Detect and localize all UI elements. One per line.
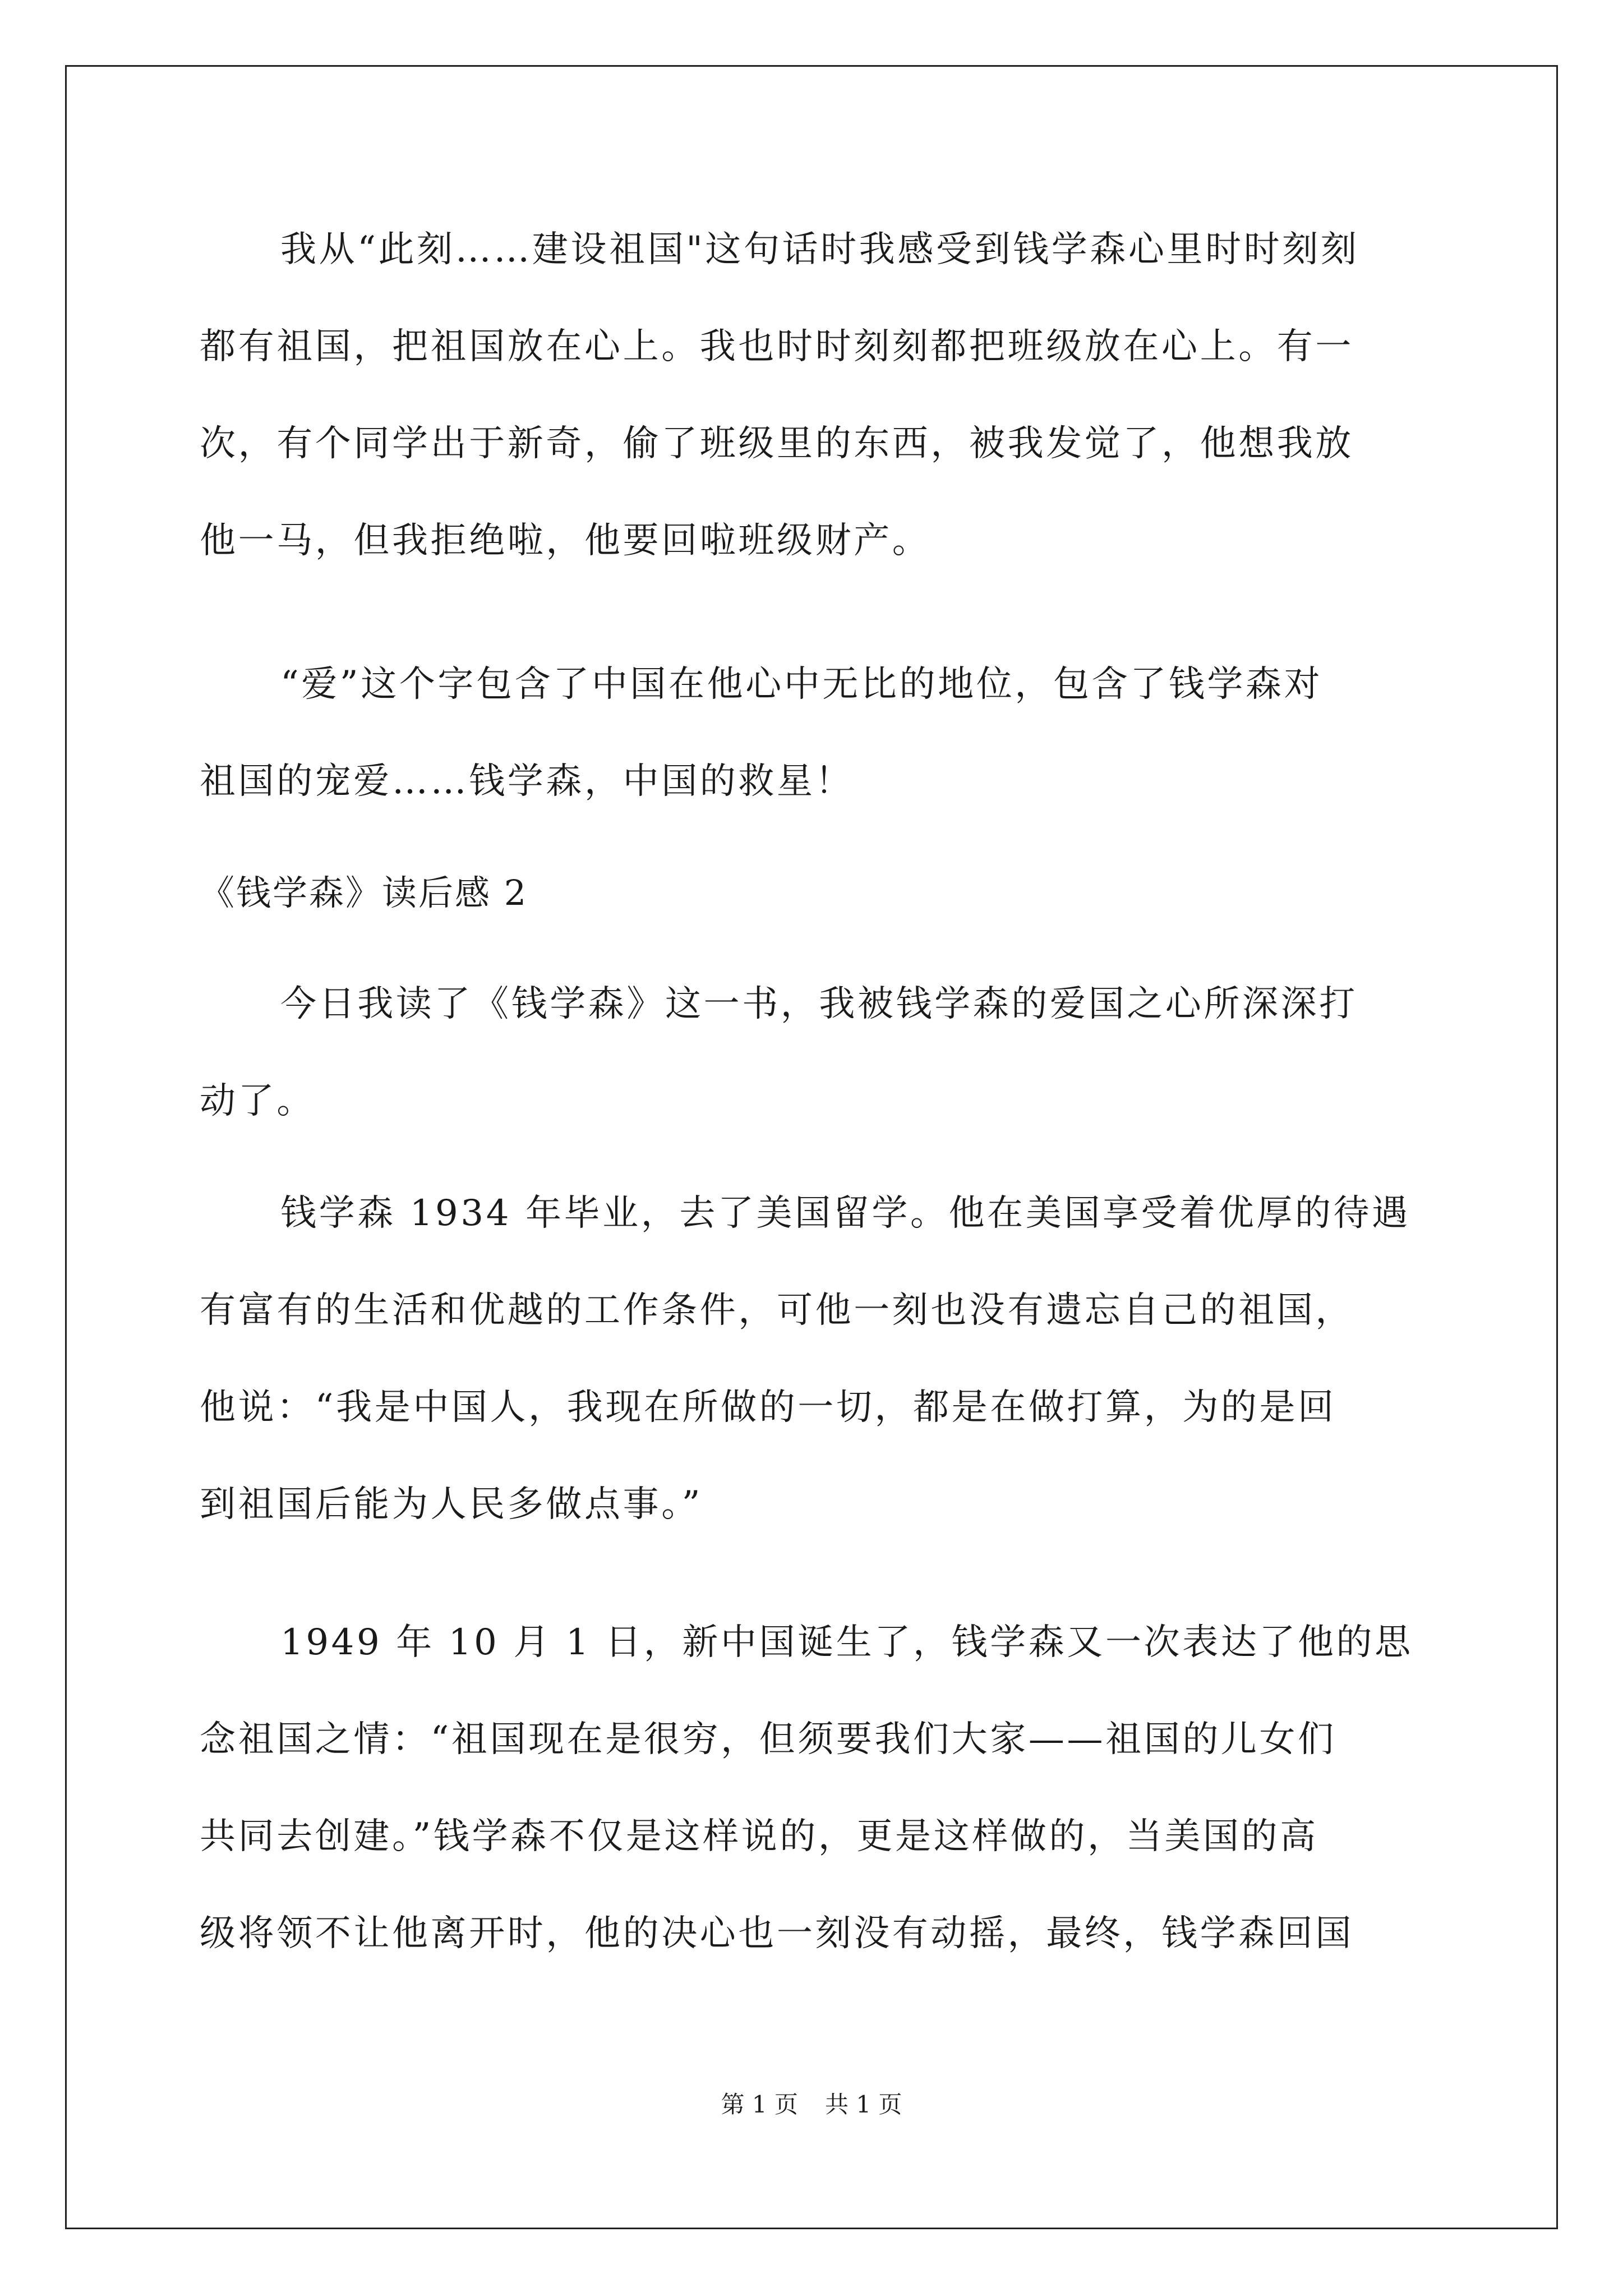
paragraph-line: 到祖国后能为人民多做点事。” [200, 1484, 703, 1525]
paragraph-line: 动了。 [200, 1080, 315, 1122]
paragraph-line: 都有祖国，把祖国放在心上。我也时时刻刻都把班级放在心上。有一 [200, 326, 1354, 367]
section-heading: 《钱学森》读后感 2 [200, 872, 528, 913]
paragraph-line: 他一马，但我拒绝啦，他要回啦班级财产。 [200, 520, 931, 562]
paragraph-line: 1949 年 10 月 1 日，新中国诞生了，钱学森又一次表达了他的思 [280, 1622, 1413, 1663]
page-footer [0, 2088, 1623, 2122]
page-total: 共 1 页 [825, 2091, 902, 2118]
paragraph-line: “爱”这个字包含了中国在他心中无比的地位，包含了钱学森对 [280, 664, 1323, 705]
paragraph-line: 级将领不让他离开时，他的决心也一刻没有动摇，最终，钱学森回国 [200, 1913, 1354, 1954]
paragraph-line: 我从“此刻……建设祖国"这句话时我感受到钱学森心里时时刻刻 [280, 229, 1359, 270]
paragraph-line: 钱学森 1934 年毕业，去了美国留学。他在美国享受着优厚的待遇 [280, 1193, 1410, 1234]
page-number: 第 1 页 [721, 2091, 798, 2118]
paragraph-line: 祖国的宠爱……钱学森，中国的救星！ [200, 761, 854, 802]
paragraph-line: 今日我读了《钱学森》这一书，我被钱学森的爱国之心所深深打 [280, 983, 1358, 1025]
paragraph-line: 有富有的生活和优越的工作条件，可他一刻也没有遗忘自己的祖国， [200, 1290, 1354, 1331]
paragraph-line: 共同去创建。”钱学森不仅是这样说的，更是这样做的，当美国的高 [200, 1816, 1318, 1857]
paragraph-line: 次，有个同学出于新奇，偷了班级里的东西，被我发觉了，他想我放 [200, 423, 1354, 464]
paragraph-line: 他说：“我是中国人，我现在所做的一切，都是在做打算，为的是回 [200, 1387, 1336, 1428]
page-border [65, 65, 1558, 2229]
paragraph-line: 念祖国之情：“祖国现在是很穷，但须要我们大家——祖国的儿女们 [200, 1719, 1336, 1760]
